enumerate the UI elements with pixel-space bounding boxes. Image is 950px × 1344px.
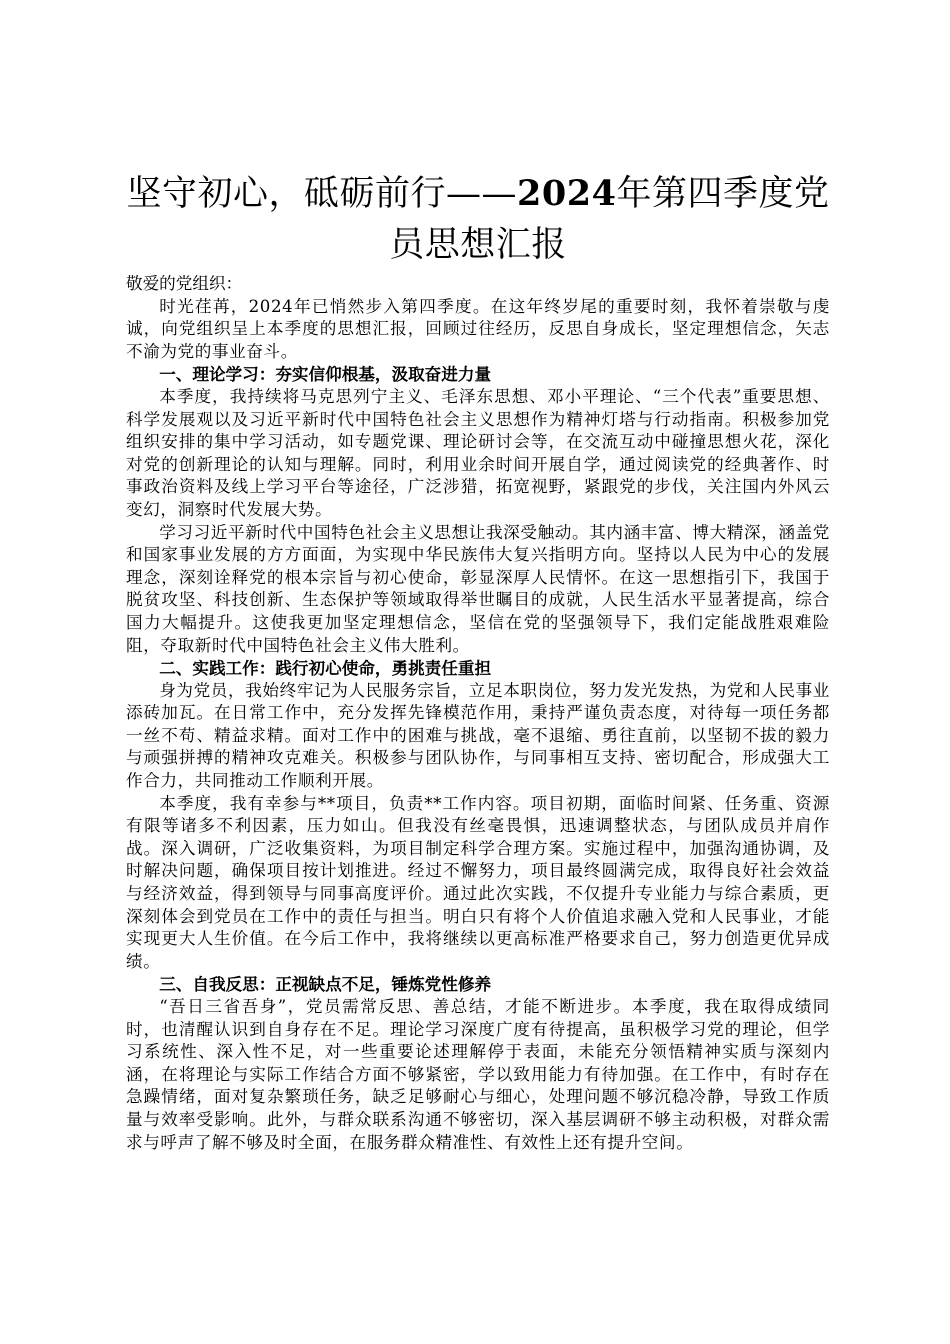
- title-part-2: 年第四季度党员思想汇报: [389, 174, 830, 265]
- title-year: 2024: [517, 173, 617, 214]
- section-1-heading: 一、理论学习：夯实信仰根基，汲取奋进力量: [159, 364, 492, 385]
- section-3-heading: 三、自我反思：正视缺点不足，锤炼党性修养: [159, 974, 492, 995]
- section-2-heading: 二、实践工作：践行初心使命，勇挑责任重担: [159, 658, 492, 679]
- section-1-paragraph-2: 学习习近平新时代中国特色社会主义思想让我深受触动。其内涵丰富、博大精深，涵盖党和国家事业发展的方方面面，为实现中华民族伟大复兴指明方向。坚持以人民为中心的发展理念，深刻诠释党的根本宗旨与初心使命，彰显深厚人民情怀。在这一思想指引下，我国于脱贫攻坚、科技创新、生态保护等领域取得举世瞩目的成就，人民生活水平显著提高，综合国力大幅提升。这使我更加坚定理想信念，坚信在党的坚强领导下，我们定能战胜艰难险阻，夺取新时代中国特色社会主义伟大胜利。: [126, 522, 830, 655]
- section-2-paragraph-2: 本季度，我有幸参与**项目，负责**工作内容。项目初期，面临时间紧、任务重、资源有限等诸多不利因素，压力如山。但我没有丝毫畏惧，迅速调整状态，与团队成员并肩作战。深入调研，广泛收集资料，为项目制定科学合理方案。实施过程中，加强沟通协调，及时解决问题，确保项目按计划推进。经过不懈努力，项目最终圆满完成，取得良好社会效益与经济效益，得到领导与同事高度评价。通过此次实践，不仅提升专业能力与综合素质，更深刻体会到党员在工作中的责任与担当。明白只有将个人价值追求融入党和人民事业，才能实现更大人生价值。在今后工作中，我将继续以更高标准严格要求自己，努力创造更优异成绩。: [126, 793, 830, 971]
- intro-paragraph: 时光荏苒，2024年已悄然步入第四季度。在这年终岁尾的重要时刻，我怀着崇敬与虔诚，向党组织呈上本季度的思想汇报，回顾过往经历，反思自身成长，坚定理想信念，矢志不渝为党的事业奋斗。: [126, 296, 830, 361]
- section-3-paragraph-1: “吾日三省吾身”，党员需常反思、善总结，才能不断进步。本季度，我在取得成绩同时，也清醒认识到自身存在不足。理论学习深度广度有待提高，虽积极学习党的理论，但学习系统性、深入性不足，对一些重要论述理解停于表面，未能充分领悟精神实质与深刻内涵，在将理论与实际工作结合方面不够紧密，学以致用能力有待加强。在工作中，有时存在急躁情绪，面对复杂繁琐任务，缺乏足够耐心与细心，处理问题不够沉稳冷静，导致工作质量与效率受影响。此外，与群众联系沟通不够密切，深入基层调研不够主动积极，对群众需求与呼声了解不够及时全面，在服务群众精准性、有效性上还有提升空间。: [126, 997, 830, 1152]
- section-1-paragraph-1: 本季度，我持续将马克思列宁主义、毛泽东思想、邓小平理论、“三个代表”重要思想、科学发展观以及习近平新时代中国特色社会主义思想作为精神灯塔与行动指南。积极参加党组织安排的集中学习活动，如专题党课、理论研讨会等，在交流互动中碰撞思想火花，深化对党的创新理论的认知与理解。同时，利用业余时间开展自学，通过阅读党的经典著作、时事政治资料及线上学习平台等途径，广泛涉猎，拓宽视野，紧跟党的步伐，关注国内外风云变幻，洞察时代发展大势。: [126, 386, 830, 519]
- document-page: [126, 168, 830, 1154]
- document-title: [126, 168, 830, 271]
- section-2-paragraph-1: 身为党员，我始终牢记为人民服务宗旨，立足本职岗位，努力发光发热，为党和人民事业添砖加瓦。在日常工作中，充分发挥先锋模范作用，秉持严谨负责态度，对待每一项任务都一丝不苟、精益求精。面对工作中的困难与挑战，毫不退缩、勇往直前，以坚韧不拔的毅力与顽强拼搏的精神攻克难关。积极参与团队协作，与同事相互支持、密切配合，形成强大工作合力，共同推动工作顺利开展。: [126, 680, 830, 791]
- salutation: 敬爱的党组织：: [126, 274, 243, 293]
- title-part-1: 坚守初心，砥砺前行——: [126, 174, 518, 214]
